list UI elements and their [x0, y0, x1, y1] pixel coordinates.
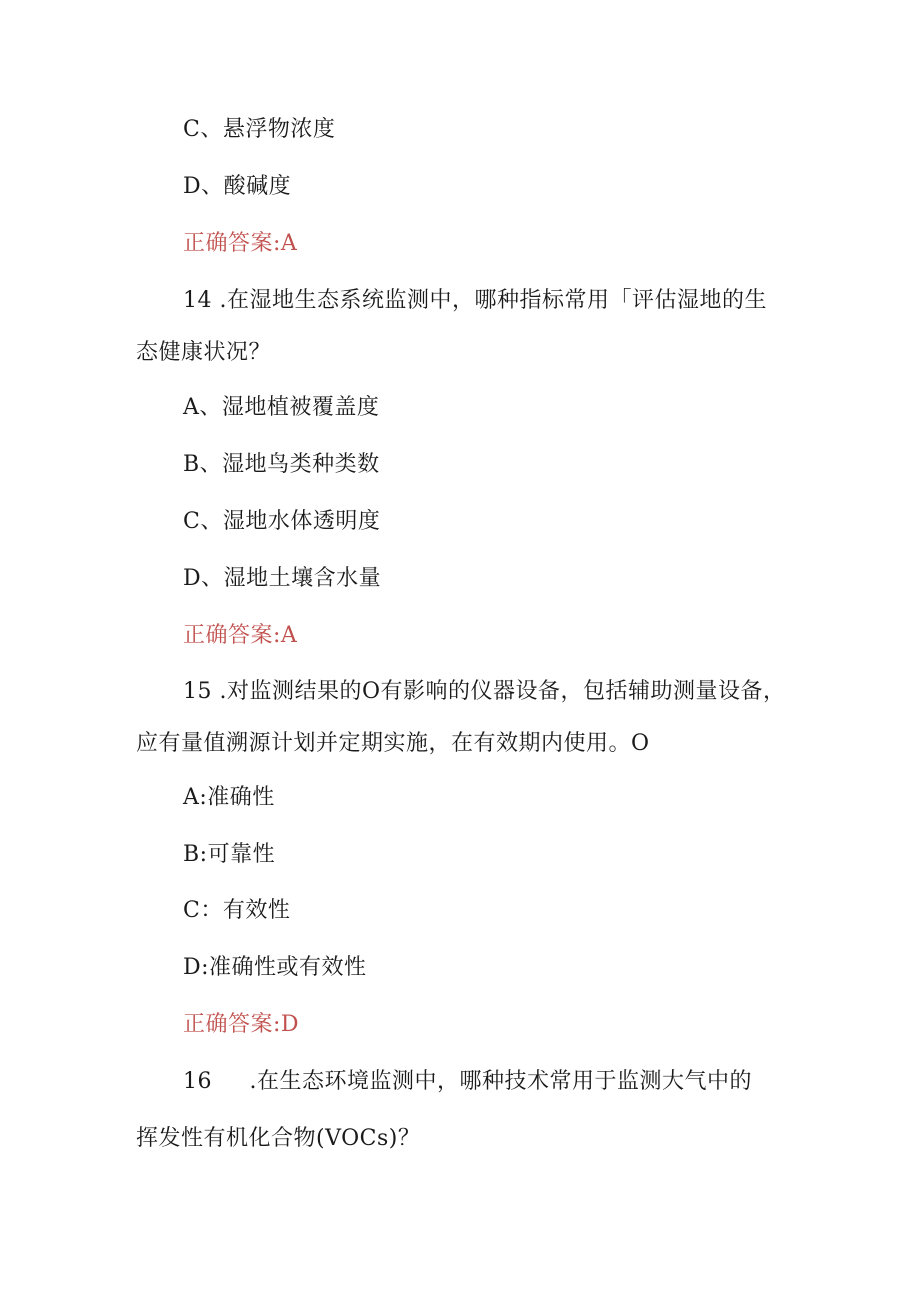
option-c-q15: C：有效性: [183, 898, 291, 923]
option-b-q14: B、湿地鸟类种类数: [183, 452, 380, 477]
question-16-line-1: 16 .在生态环境监测中，哪种技术常用于监测大气中的: [183, 1069, 752, 1094]
question-14-line-2: 态健康状况？: [136, 340, 272, 365]
answer-q13: 正确答案:A: [183, 231, 298, 256]
question-15-line-2: 应有量值溯源计划并定期实施，在有效期内使用。O: [136, 731, 650, 756]
option-c-q14: C、湿地水体透明度: [183, 509, 381, 534]
option-d-q13: D、酸碱度: [183, 174, 292, 199]
question-15-line-1: 15 .对监测结果的O有影响的仪器设备，包括辅助测量设备，: [183, 679, 786, 704]
question-14-line-1: 14 .在湿地生态系统监测中，哪种指标常用「评估湿地的生: [183, 288, 767, 313]
answer-q14: 正确答案:A: [183, 623, 298, 648]
option-c-q13: C、悬浮物浓度: [183, 117, 336, 142]
option-a-q15: A:准确性: [183, 785, 275, 810]
option-a-q14: A、湿地植被覆盖度: [183, 395, 380, 420]
option-d-q15: D:准确性或有效性: [183, 955, 367, 980]
option-b-q15: B:可靠性: [183, 842, 276, 867]
answer-q15: 正确答案:D: [183, 1012, 300, 1037]
question-16-line-2: 挥发性有机化合物(VOCs)？: [136, 1126, 421, 1151]
option-d-q14: D、湿地土壤含水量: [183, 566, 382, 591]
